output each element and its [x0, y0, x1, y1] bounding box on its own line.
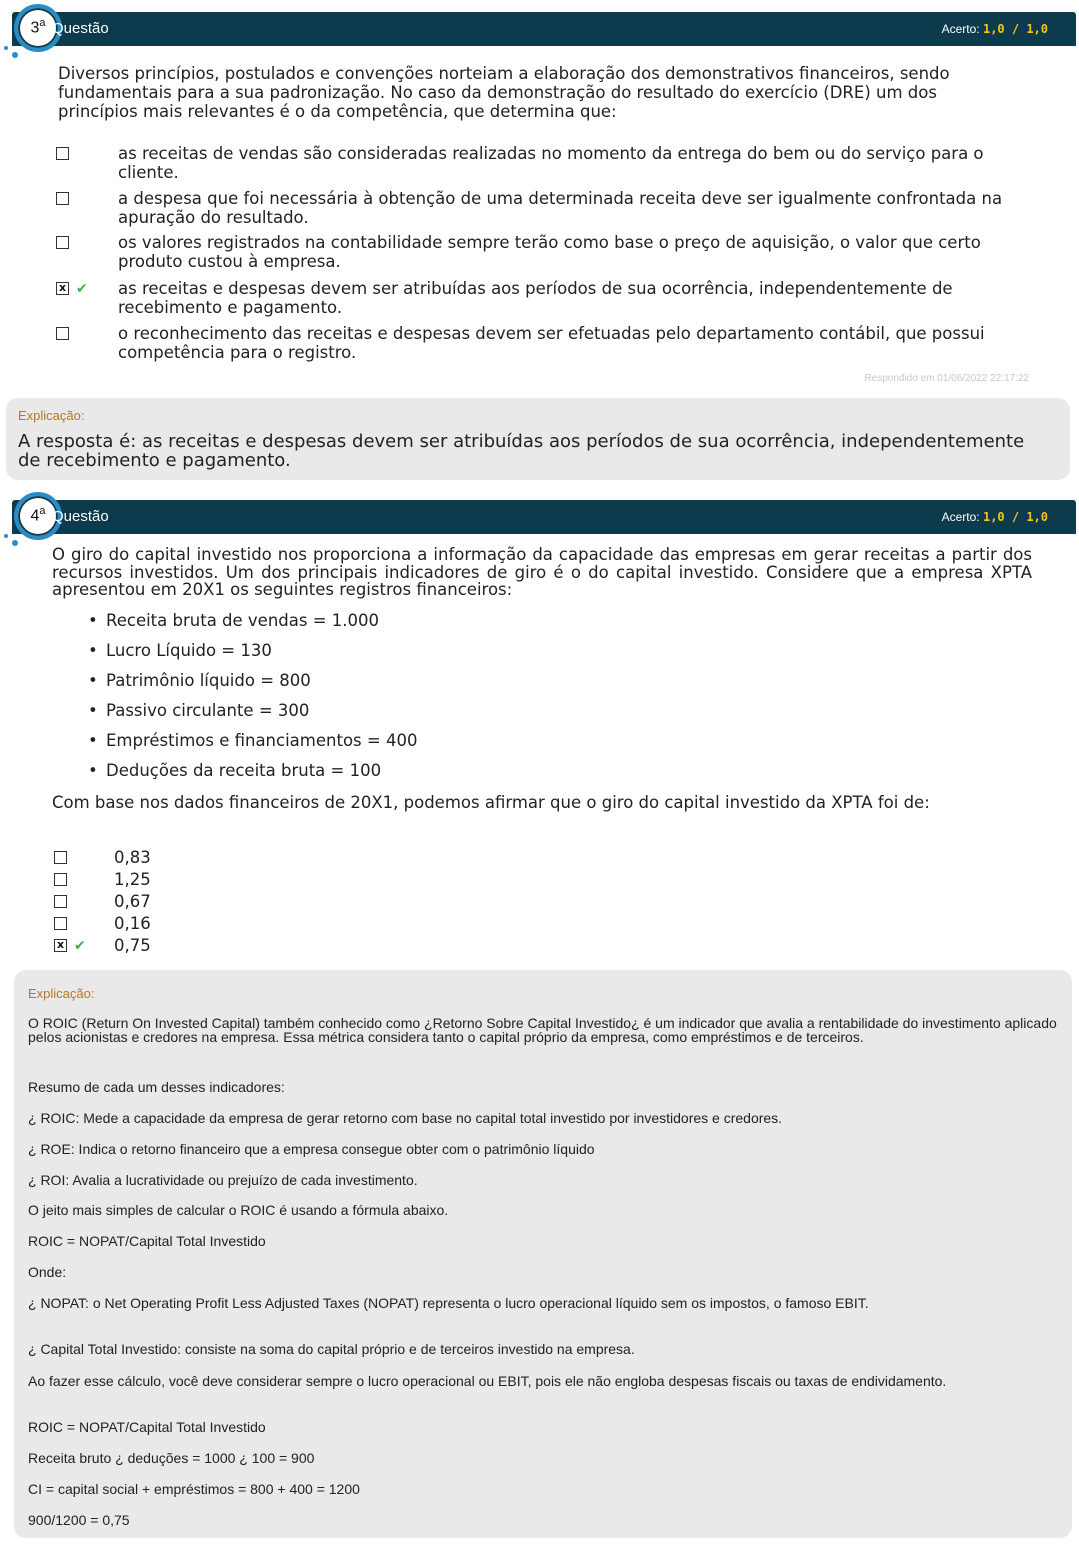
explanation-paragraph: Receita bruto ¿ deduções = 1000 ¿ 100 = 900 [28, 1450, 315, 1466]
question-3-header [0, 12, 1076, 46]
question-number: 3 [30, 19, 40, 37]
option-text: 0,75 [114, 936, 151, 955]
question-number: 4 [30, 507, 40, 525]
score-value: 1,0 / 1,0 [982, 510, 1048, 524]
explanation-paragraph: ROIC = NOPAT/Capital Total Investido [28, 1233, 266, 1249]
option-text: a despesa que foi necessária à obtenção de uma determinada receita deve ser igualmente confrontada na apuração do resultado. [118, 189, 1003, 227]
question-ordinal: a [39, 505, 46, 517]
explanation-paragraph: Ao fazer esse cálculo, você deve considerar sempre o lucro operacional ou EBIT, pois ele não engloba despesas fiscais ou taxas de endividamento. [28, 1373, 947, 1389]
option-text: os valores registrados na contabilidade sempre terão como base o preço de aquisição, o valor que certo produto custou à empresa. [118, 233, 981, 271]
badge-decoration-dot [12, 52, 18, 58]
checkbox[interactable] [56, 192, 69, 205]
option-text: as receitas e despesas devem ser atribuídas aos períodos de sua ocorrência, independentemente de recebimento e pagamento. [118, 279, 953, 317]
explanation-paragraph: ¿ Capital Total Investido: consiste na soma do capital próprio e de terceiros investido na empresa. [28, 1341, 635, 1357]
option-text: as receitas de vendas são consideradas realizadas no momento da entrega do bem ou do serviço para o cliente. [118, 144, 984, 182]
explanation-paragraph: Resumo de cada um desses indicadores: [28, 1079, 285, 1095]
question-label: Questão [52, 508, 109, 525]
question-4-prompt: Com base nos dados financeiros de 20X1, podemos afirmar que o giro do capital investido da XPTA foi de: [52, 793, 930, 812]
score-value: 1,0 / 1,0 [982, 22, 1048, 36]
answered-timestamp: Respondido em 01/06/2022 22:17:22 [864, 373, 1029, 384]
explanation-paragraph: 900/1200 = 0,75 [28, 1512, 130, 1528]
checkbox[interactable] [56, 327, 69, 340]
explanation-paragraph: ¿ ROI: Avalia a lucratividade ou prejuízo de cada investimento. [28, 1172, 418, 1188]
explanation-text: A resposta é: as receitas e despesas devem ser atribuídas aos períodos de sua ocorrência, independentemente de recebimento e pagamento. [18, 431, 1025, 471]
correct-check-icon: ✔ [76, 281, 88, 297]
score [942, 510, 1048, 524]
financial-data-list [86, 610, 417, 790]
explanation-box [6, 398, 1070, 480]
question-4-header [0, 500, 1076, 534]
explanation-paragraph: Onde: [28, 1264, 67, 1280]
explanation-box [14, 970, 1072, 1538]
correct-check-icon: ✔ [74, 938, 86, 954]
question-3-statement: Diversos princípios, postulados e convenções norteiam a elaboração dos demonstrativos financeiros, sendo fundamentais para a sua padronização. No caso da demonstração do resultado do exercício (DRE) um dos princípios mais relevantes é o da competência, que determina que: [58, 64, 950, 121]
list-item: • Lucro Líquido = 130 [86, 640, 417, 670]
checkbox[interactable] [56, 236, 69, 249]
option-text: 0,67 [114, 892, 151, 911]
list-item: • Empréstimos e financiamentos = 400 [86, 730, 417, 760]
list-item: • Receita bruta de vendas = 1.000 [86, 610, 417, 640]
score-prefix: Acerto: [941, 510, 980, 524]
option-text: 1,25 [114, 870, 151, 889]
explanation-paragraph: ¿ NOPAT: o Net Operating Profit Less Adjusted Taxes (NOPAT) representa o lucro operacional líquido sem os impostos, o famoso EBIT. [28, 1295, 869, 1311]
option-text: o reconhecimento das receitas e despesas devem ser efetuadas pelo departamento contábil, que possui competência para o registro. [118, 324, 985, 362]
checkbox[interactable] [54, 895, 67, 908]
checkbox[interactable] [54, 917, 67, 930]
badge-decoration-dot [12, 540, 18, 546]
checkbox[interactable] [56, 147, 69, 160]
question-label: Questão [52, 20, 109, 37]
checkbox[interactable] [54, 851, 67, 864]
explanation-paragraph: CI = capital social + empréstimos = 800 + 400 = 1200 [28, 1481, 360, 1497]
question-4-statement: O giro do capital investido nos proporciona a informação da capacidade das empresas em gerar receitas a partir dos recursos investidos. Um dos principais indicadores de giro é o do capital investido. Considere que a empresa XPTA apresentou em 20X1 os seguintes registros financeiros: [52, 545, 1032, 599]
option-text: 0,83 [114, 848, 151, 867]
list-item: • Passivo circulante = 300 [86, 700, 417, 730]
badge-decoration-dot [4, 46, 8, 50]
explanation-title: Explicação: [28, 986, 95, 1001]
explanation-paragraph: O jeito mais simples de calcular o ROIC é usando a fórmula abaixo. [28, 1202, 449, 1218]
explanation-paragraph: ¿ ROIC: Mede a capacidade da empresa de gerar retorno com base no capital total investido por investidores e credores. [28, 1110, 783, 1126]
explanation-paragraph: ROIC = NOPAT/Capital Total Investido [28, 1419, 266, 1435]
option-text: 0,16 [114, 914, 151, 933]
score [942, 22, 1048, 36]
score-prefix: Acerto: [941, 22, 980, 36]
checkbox-checked[interactable]: x [54, 939, 67, 952]
explanation-paragraph: O ROIC (Return On Invested Capital) também conhecido como ¿Retorno Sobre Capital Investido¿ é um indicador que avalia a rentabilidade do investimento aplicado pelos acionistas e credores na empresa. Essa métrica considera tanto o capital próprio da empresa, como empréstimos e de terceiros. [28, 1015, 1057, 1045]
question-header-bar [12, 500, 1076, 534]
checkbox[interactable] [54, 873, 67, 886]
list-item: • Patrimônio líquido = 800 [86, 670, 417, 700]
question-ordinal: a [39, 17, 46, 29]
checkbox-checked[interactable]: x [56, 282, 69, 295]
badge-decoration-dot [4, 534, 8, 538]
list-item: • Deduções da receita bruta = 100 [86, 760, 417, 790]
explanation-paragraph: ¿ ROE: Indica o retorno financeiro que a empresa consegue obter com o patrimônio líquido [28, 1141, 595, 1157]
explanation-title: Explicação: [18, 408, 85, 423]
question-header-bar [12, 12, 1076, 46]
